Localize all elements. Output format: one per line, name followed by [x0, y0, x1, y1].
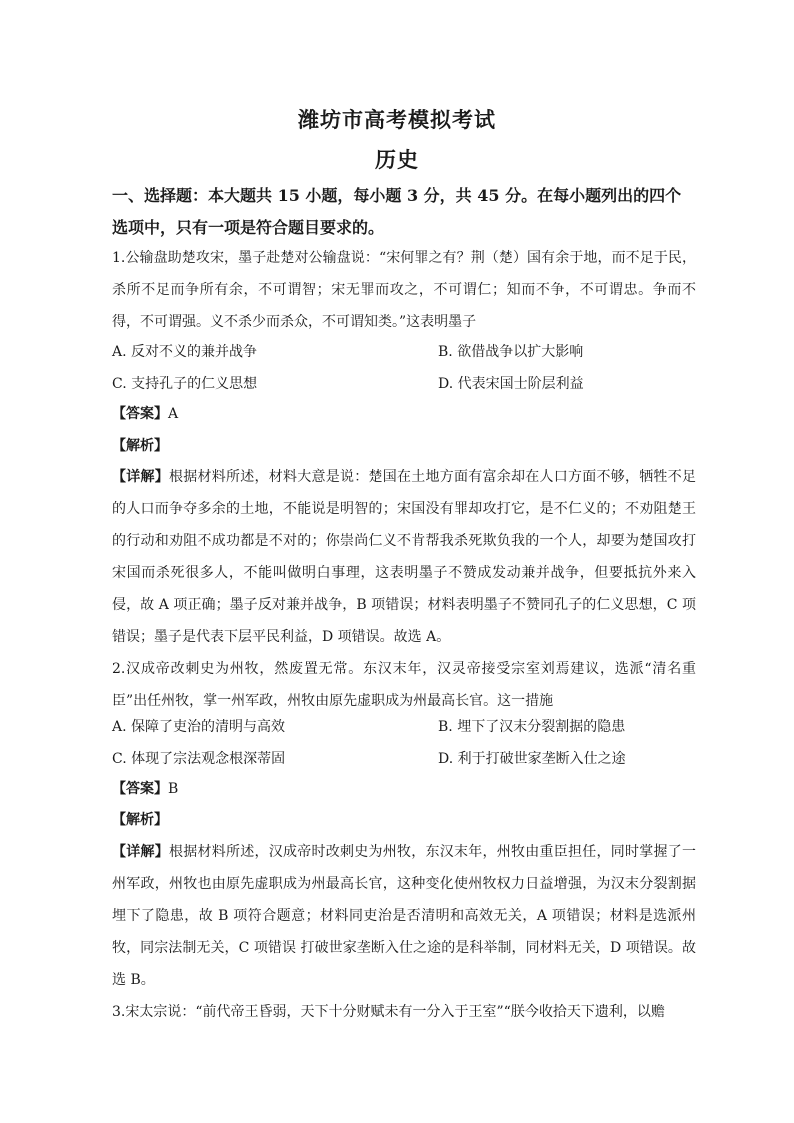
q1-option-d: D. 代表宋国士阶层利益 — [438, 376, 584, 392]
q1-answer-value: A — [168, 406, 179, 422]
q3-stem: 3.宋太宗说：“前代帝王昏弱，天下十分财赋未有一分入于王室”“朕今收拾天下遗利，以赡 — [112, 1004, 665, 1020]
q2-answer — [112, 779, 178, 799]
q2-detail-text: 根据材料所述，汉成帝时改刺史为州牧，东汉末年，州牧由重臣担任，同时掌握了一州军政，州牧也由原先虚职成为州最高长官，这种变化使州牧权力日益增强，为汉末分裂割据埋下了隐患，故 B 项符合题意；材料同吏治是否清明和高效无关，A 项错误；材料是选派州牧，同宗法制无关，C 项错误 打破世家垄断入仕之途的是科举制，同材料无关，D 项错误。故选 B。 — [112, 844, 696, 988]
q2-analysis-label: 【解析】 — [112, 812, 168, 828]
q1-detail — [112, 461, 696, 653]
section-heading: 一、选择题：本大题共 15 小题，每小题 3 分，共 45 分。在每小题列出的四个选项中，只有一项是符合题目要求的。 — [112, 186, 682, 237]
q1-answer — [112, 404, 178, 424]
q1-detail-label: 【详解】 — [112, 469, 169, 485]
q1-option-a: A. 反对不义的兼并战争 — [112, 344, 258, 360]
q2-detail-label: 【详解】 — [112, 844, 169, 860]
q2-option-b: B. 埋下了汉末分裂割据的隐患 — [438, 719, 626, 735]
q1-analysis-label: 【解析】 — [112, 438, 168, 454]
q1-detail-text: 根据材料所述，材料大意是说：楚国在土地方面有富余却在人口方面不够，牺牲不足的人口而争夺多余的土地，不能说是明智的；宋国没有罪却攻打它，是不仁义的；不劝阻楚王的行动和劝阻不成功都是不对的；你崇尚仁义不肯帮我杀死欺负我的一个人，却要为楚国攻打宋国而杀死很多人，不能叫做明白事理，这表明墨子不赞成发动兼并战争，但要抵抗外来入侵，故 A 项正确；墨子反对兼并战争，B 项错误；材料表明墨子不赞同孔子的仁义思想，C 项错误；墨子是代表下层平民利益，D 项错误。故选 A。 — [112, 469, 696, 645]
exam-title: 潍坊市高考模拟考试 — [298, 107, 496, 132]
q2-option-d: D. 利于打破世家垄断入仕之途 — [438, 751, 626, 767]
q2-option-a: A. 保障了吏治的清明与高效 — [112, 719, 286, 735]
q1-option-c: C. 支持孔子的仁义思想 — [112, 376, 258, 392]
exam-subject: 历史 — [375, 147, 419, 172]
q1-answer-label: 【答案】 — [112, 406, 168, 422]
q2-answer-value: B — [168, 781, 179, 797]
q2-option-c: C. 体现了宗法观念根深蒂固 — [112, 751, 286, 767]
q2-stem: 2.汉成帝改刺史为州牧，然废置无常。东汉末年，汉灵帝接受宗室刘焉建议，选派“清名重臣”出任州牧，掌一州军政，州牧由原先虚职成为州最高长官。这一措施 — [112, 661, 696, 709]
q2-detail — [112, 836, 696, 996]
q2-answer-label: 【答案】 — [112, 781, 168, 797]
q1-option-b: B. 欲借战争以扩大影响 — [438, 344, 584, 360]
q1-stem: 1.公输盘助楚攻宋，墨子赴楚对公输盘说：“宋何罪之有？荆（楚）国有余于地，而不足于民，杀所不足而争所有余，不可谓智；宋无罪而攻之，不可谓仁；知而不争，不可谓忠。争而不得，不可谓强。义不杀少而杀众，不可谓知类。”这表明墨子 — [112, 250, 696, 330]
